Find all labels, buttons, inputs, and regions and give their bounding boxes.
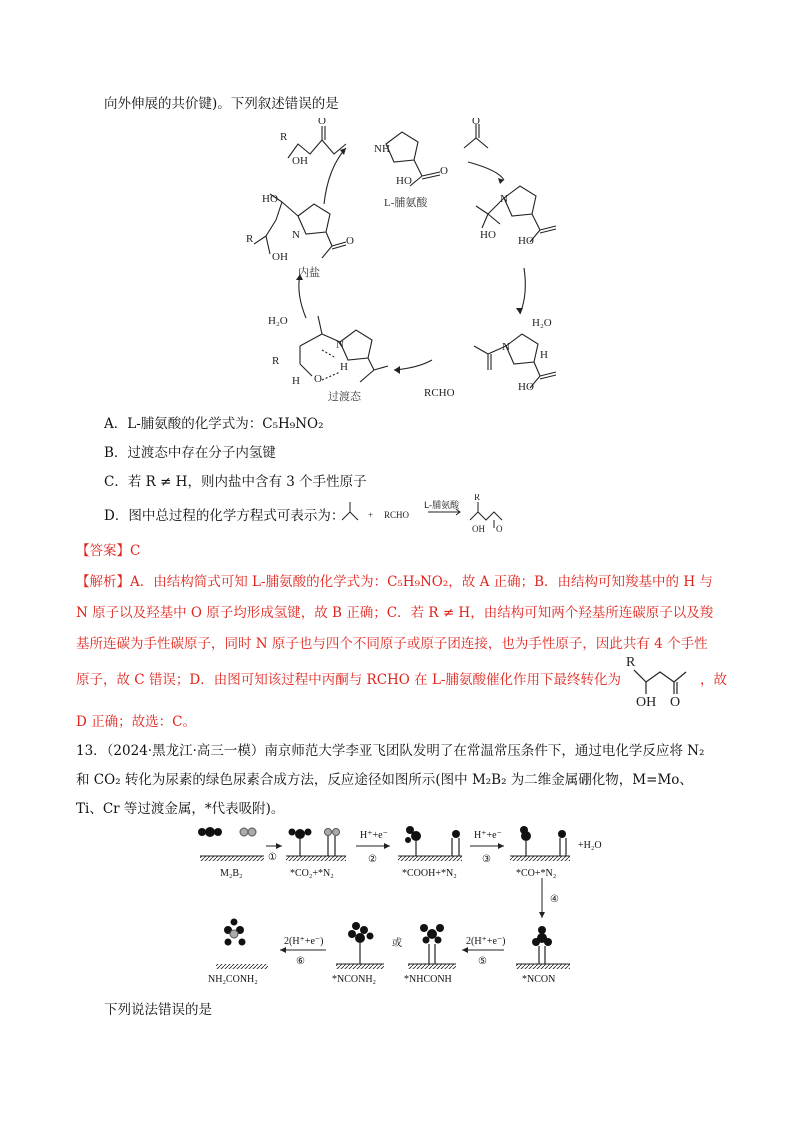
atom-r-salt: R [246,233,254,245]
step-6: ⑥ [296,956,305,967]
option-b: B．过渡态中存在分子内氢键 [104,445,276,461]
atom-h-ts: H [292,375,300,387]
atom-ho-salt: HO [262,193,278,205]
d-rcho: RCHO [384,510,410,520]
atom-o-salt: O [346,235,354,247]
proline-cycle-diagram [236,118,572,410]
atom-o-acetone: O [472,118,480,127]
species-s5a: *NCONH₂ [332,974,377,985]
atom-o-proline: O [440,165,448,177]
step-2: ② [368,854,377,865]
species-s5b: *NHCONH [404,974,452,985]
atom-r-ts: R [272,355,280,367]
step-1: ① [268,852,277,863]
species-s4: *NCON [522,974,556,985]
atom-n-enamine: N [502,341,510,353]
urea-pathway-diagram [180,822,640,994]
h2o-right: H₂O [532,317,552,329]
d-oh: OH [472,524,485,534]
atom-n-ts: N [336,339,344,351]
answer: 【答案】C [76,543,141,559]
product-structure [626,652,692,708]
species-s6: NH₂CONH₂ [208,974,258,985]
analysis-line4: 原子，故 C 错误；D．由图可知该过程中丙酮与 RCHO 在 L-脯氨酸催化作用下最终转化为 [76,672,621,688]
d-catalyst: L-脯氨酸 [424,501,460,511]
he-label-5: 2(H⁺+e⁻) [466,936,506,947]
atom-o-top: O [318,118,326,127]
analysis-line3: 基所连碳为手性碳原子，同时 N 原子也与四个不同原子或原子团连接，也为手性原子，因此共有 4 个手性 [76,636,708,652]
analysis-line4-tail: ，故 [700,672,727,688]
water-product: +H₂O [578,840,602,851]
or-label: 或 [392,938,402,949]
atom-h-ts2: H [340,361,348,373]
product-oh: OH [636,695,657,708]
footer-question: 下列说法错误的是 [104,1002,212,1018]
atom-ho-enamine: HO [518,381,534,393]
surface-label: M₂B₂ [220,868,243,879]
atom-ho-right: HO [518,235,534,247]
product-r: R [626,655,636,670]
rcho-label: RCHO [424,387,455,399]
option-c: C．若 R ≠ H，则内盐中含有 3 个手性原子 [104,474,367,490]
he-label-2: H⁺+e⁻ [360,830,388,841]
h2o-left: H₂O [268,315,288,327]
intro-text: 向外伸展的共价键)。下列叙述错误的是 [104,96,339,112]
q13-line1: 13．（2024·黑龙江·高三一模）南京师范大学李亚飞团队发明了在常温常压条件下，通过电化学反应将 N₂ [76,743,705,759]
option-a: A．L-脯氨酸的化学式为：C₅H₉NO₂ [104,416,324,432]
inner-salt-label: 内盐 [298,267,320,279]
species-s2: *COOH+*N₂ [402,868,457,879]
atom-r-top: R [280,131,288,143]
atom-n-right: N [500,193,508,205]
d-r: R [474,494,481,502]
analysis-line1: 【解析】A．由结构简式可知 L-脯氨酸的化学式为：C₅H₉NO₂，故 A 正确；B．由结构可知羧基中的 H 与 [76,574,713,590]
atom-ho-right2: HO [480,229,496,241]
option-d-equation [338,494,518,536]
species-s1: *CO₂+*N₂ [290,868,334,879]
atom-o-ts: O [314,373,322,385]
atom-ho-proline: HO [396,175,412,187]
d-plus: + [368,510,374,520]
atom-oh-top: OH [292,155,308,167]
step-4: ④ [550,894,559,905]
atom-h-enamine: H [540,349,548,361]
q13-line3: Ti、Cr 等过渡金属，*代表吸附)。 [76,801,285,817]
atom-n-salt: N [292,229,300,241]
product-o: O [670,695,681,708]
step-3: ③ [482,854,491,865]
he-label-6: 2(H⁺+e⁻) [284,936,324,947]
atom-nh-proline: NH [374,143,390,155]
transition-state-label: 过渡态 [328,391,361,403]
atom-oh-salt: OH [272,251,288,263]
proline-label: L-脯氨酸 [384,197,428,209]
he-label-3: H⁺+e⁻ [474,830,502,841]
species-s3: *CO+*N₂ [516,868,557,879]
step-5: ⑤ [478,956,487,967]
d-o: O [496,524,503,534]
analysis-line5: D 正确；故选：C。 [76,714,196,730]
analysis-line2: N 原子以及羟基中 O 原子均形成氢键，故 B 正确；C．若 R ≠ H，由结构可知两个羟基所连碳原子以及羧 [76,605,714,621]
q13-line2: 和 CO₂ 转化为尿素的绿色尿素合成方法，反应途径如图所示(图中 M₂B₂ 为二维金属硼化物，M=Mo、 [76,772,693,788]
option-d: D．图中总过程的化学方程式可表示为： [104,508,345,524]
